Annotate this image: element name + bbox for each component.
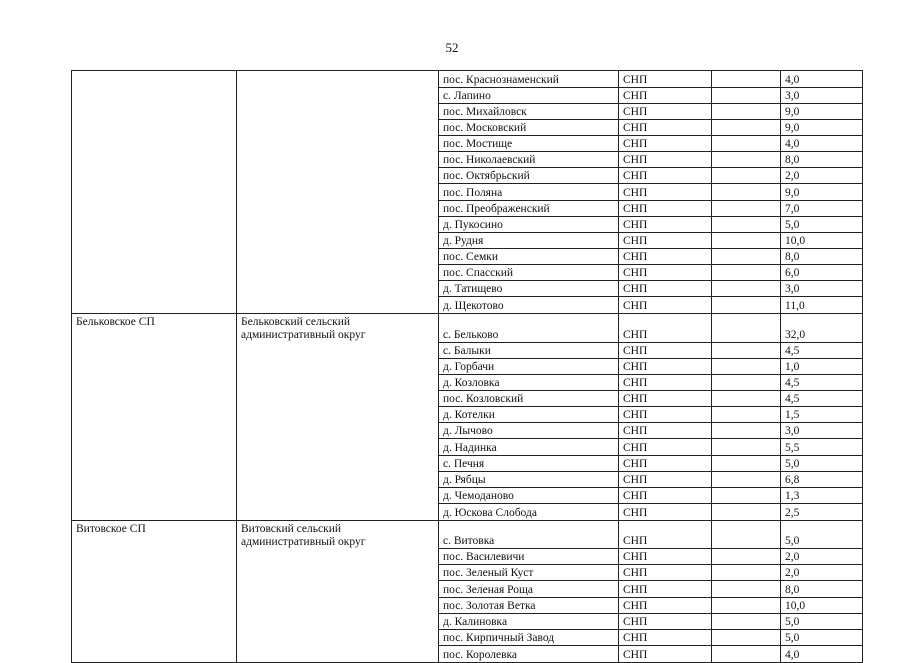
locality-type-cell: СНП (619, 646, 712, 663)
extra-cell (712, 249, 781, 265)
table-row (72, 265, 863, 281)
extra-cell (712, 314, 781, 343)
locality-type-cell: СНП (619, 342, 712, 358)
value-cell: 5,0 (781, 613, 863, 629)
district-cell (237, 136, 439, 152)
locality-name-cell: с. Лапино (439, 87, 619, 103)
table-row (72, 549, 863, 565)
value-cell: 2,0 (781, 565, 863, 581)
locality-type-cell: СНП (619, 249, 712, 265)
locality-name-cell: с. Бельково (439, 314, 619, 343)
extra-cell (712, 565, 781, 581)
district-cell (237, 184, 439, 200)
extra-cell (712, 297, 781, 314)
value-cell: 9,0 (781, 103, 863, 119)
locality-name-cell: пос. Зеленая Роща (439, 581, 619, 597)
settlement-cell (72, 504, 237, 521)
table-row (72, 200, 863, 216)
district-cell: Витовский сельский административный округ (237, 520, 439, 549)
settlement-cell (72, 136, 237, 152)
table-row (72, 597, 863, 613)
extra-cell (712, 87, 781, 103)
district-cell (237, 342, 439, 358)
extra-cell (712, 103, 781, 119)
table-row (72, 281, 863, 297)
district-cell (237, 423, 439, 439)
locality-name-cell: пос. Поляна (439, 184, 619, 200)
value-cell: 1,3 (781, 487, 863, 503)
settlement-cell (72, 646, 237, 663)
table-row (72, 87, 863, 103)
locality-type-cell: СНП (619, 439, 712, 455)
value-cell: 1,0 (781, 358, 863, 374)
locality-name-cell: д. Козловка (439, 374, 619, 390)
settlement-cell (72, 423, 237, 439)
extra-cell (712, 471, 781, 487)
extra-cell (712, 168, 781, 184)
value-cell: 8,0 (781, 581, 863, 597)
locality-name-cell: пос. Золотая Ветка (439, 597, 619, 613)
settlement-cell (72, 297, 237, 314)
extra-cell (712, 71, 781, 88)
settlement-cell (72, 103, 237, 119)
district-cell (237, 581, 439, 597)
locality-name-cell: д. Юскова Слобода (439, 504, 619, 521)
district-cell (237, 168, 439, 184)
locality-name-cell: д. Горбачи (439, 358, 619, 374)
district-cell (237, 407, 439, 423)
value-cell: 10,0 (781, 597, 863, 613)
locality-name-cell: пос. Семки (439, 249, 619, 265)
locality-name-cell: пос. Московский (439, 119, 619, 135)
table-row (72, 152, 863, 168)
locality-type-cell: СНП (619, 200, 712, 216)
locality-type-cell: СНП (619, 232, 712, 248)
settlement-cell (72, 391, 237, 407)
value-cell: 4,5 (781, 391, 863, 407)
locality-type-cell: СНП (619, 168, 712, 184)
settlement-cell (72, 597, 237, 613)
locality-type-cell: СНП (619, 152, 712, 168)
locality-name-cell: д. Щекотово (439, 297, 619, 314)
table-row (72, 314, 863, 343)
table-row (72, 232, 863, 248)
locality-name-cell: с. Печня (439, 455, 619, 471)
extra-cell (712, 504, 781, 521)
settlement-cell (72, 71, 237, 88)
table-row (72, 342, 863, 358)
table-row (72, 407, 863, 423)
value-cell: 2,0 (781, 168, 863, 184)
locality-type-cell: СНП (619, 297, 712, 314)
settlement-cell (72, 200, 237, 216)
extra-cell (712, 216, 781, 232)
locality-type-cell: СНП (619, 629, 712, 645)
extra-cell (712, 487, 781, 503)
district-cell (237, 597, 439, 613)
value-cell: 2,5 (781, 504, 863, 521)
extra-cell (712, 119, 781, 135)
settlement-cell (72, 281, 237, 297)
locality-type-cell: СНП (619, 216, 712, 232)
locality-name-cell: д. Калиновка (439, 613, 619, 629)
district-cell (237, 216, 439, 232)
value-cell: 4,5 (781, 374, 863, 390)
district-cell (237, 103, 439, 119)
district-cell (237, 232, 439, 248)
settlement-cell (72, 581, 237, 597)
locality-type-cell: СНП (619, 184, 712, 200)
settlement-cell (72, 487, 237, 503)
extra-cell (712, 597, 781, 613)
district-cell (237, 71, 439, 88)
settlement-cell (72, 249, 237, 265)
extra-cell (712, 358, 781, 374)
table-row (72, 168, 863, 184)
table-row (72, 581, 863, 597)
district-cell (237, 646, 439, 663)
locality-type-cell: СНП (619, 455, 712, 471)
extra-cell (712, 407, 781, 423)
locality-name-cell: пос. Кирпичный Завод (439, 629, 619, 645)
table-row (72, 103, 863, 119)
district-cell (237, 455, 439, 471)
extra-cell (712, 342, 781, 358)
locality-name-cell: д. Пукосино (439, 216, 619, 232)
locality-type-cell: СНП (619, 549, 712, 565)
value-cell: 3,0 (781, 281, 863, 297)
settlements-table (71, 70, 863, 663)
table-row (72, 423, 863, 439)
locality-type-cell: СНП (619, 407, 712, 423)
locality-type-cell: СНП (619, 87, 712, 103)
settlement-cell (72, 471, 237, 487)
table-row (72, 119, 863, 135)
settlement-cell: Бельковское СП (72, 314, 237, 343)
settlement-cell (72, 87, 237, 103)
locality-type-cell: СНП (619, 314, 712, 343)
district-cell (237, 374, 439, 390)
value-cell: 5,0 (781, 216, 863, 232)
locality-name-cell: пос. Королевка (439, 646, 619, 663)
value-cell: 5,0 (781, 520, 863, 549)
locality-type-cell: СНП (619, 265, 712, 281)
district-cell (237, 265, 439, 281)
locality-type-cell: СНП (619, 358, 712, 374)
table-row (72, 297, 863, 314)
locality-name-cell: пос. Мостище (439, 136, 619, 152)
locality-type-cell: СНП (619, 581, 712, 597)
table-row (72, 520, 863, 549)
settlement-cell (72, 613, 237, 629)
value-cell: 4,0 (781, 136, 863, 152)
extra-cell (712, 152, 781, 168)
locality-name-cell: д. Надинка (439, 439, 619, 455)
district-cell (237, 613, 439, 629)
settlement-cell (72, 439, 237, 455)
extra-cell (712, 423, 781, 439)
extra-cell (712, 374, 781, 390)
locality-name-cell: пос. Октябрьский (439, 168, 619, 184)
district-cell (237, 87, 439, 103)
extra-cell (712, 136, 781, 152)
value-cell: 10,0 (781, 232, 863, 248)
extra-cell (712, 265, 781, 281)
table-row (72, 249, 863, 265)
value-cell: 7,0 (781, 200, 863, 216)
extra-cell (712, 439, 781, 455)
district-cell (237, 391, 439, 407)
district-cell (237, 471, 439, 487)
value-cell: 5,0 (781, 629, 863, 645)
locality-type-cell: СНП (619, 487, 712, 503)
locality-type-cell: СНП (619, 597, 712, 613)
district-cell (237, 549, 439, 565)
district-cell (237, 358, 439, 374)
extra-cell (712, 184, 781, 200)
settlement-cell (72, 358, 237, 374)
district-cell (237, 119, 439, 135)
table-row (72, 391, 863, 407)
locality-type-cell: СНП (619, 565, 712, 581)
locality-name-cell: пос. Василевичи (439, 549, 619, 565)
value-cell: 8,0 (781, 152, 863, 168)
district-cell (237, 281, 439, 297)
table-row (72, 646, 863, 663)
table-row (72, 504, 863, 521)
locality-name-cell: пос. Зеленый Куст (439, 565, 619, 581)
extra-cell (712, 549, 781, 565)
locality-name-cell: д. Лычово (439, 423, 619, 439)
locality-type-cell: СНП (619, 374, 712, 390)
extra-cell (712, 200, 781, 216)
table-row (72, 136, 863, 152)
locality-name-cell: с. Витовка (439, 520, 619, 549)
locality-type-cell: СНП (619, 520, 712, 549)
value-cell: 3,0 (781, 87, 863, 103)
locality-type-cell: СНП (619, 119, 712, 135)
locality-type-cell: СНП (619, 391, 712, 407)
value-cell: 5,5 (781, 439, 863, 455)
settlement-cell (72, 455, 237, 471)
value-cell: 2,0 (781, 549, 863, 565)
settlement-cell (72, 629, 237, 645)
locality-name-cell: пос. Спасский (439, 265, 619, 281)
locality-type-cell: СНП (619, 423, 712, 439)
locality-name-cell: пос. Краснознаменский (439, 71, 619, 88)
district-cell (237, 249, 439, 265)
table-row (72, 184, 863, 200)
district-cell (237, 152, 439, 168)
locality-name-cell: д. Рудня (439, 232, 619, 248)
table-row (72, 629, 863, 645)
settlement-cell (72, 152, 237, 168)
table-row (72, 216, 863, 232)
locality-name-cell: д. Татищево (439, 281, 619, 297)
locality-name-cell: пос. Козловский (439, 391, 619, 407)
locality-type-cell: СНП (619, 136, 712, 152)
table-row (72, 374, 863, 390)
settlement-cell (72, 407, 237, 423)
district-cell (237, 487, 439, 503)
value-cell: 4,0 (781, 71, 863, 88)
table-row (72, 455, 863, 471)
table-row (72, 471, 863, 487)
locality-type-cell: СНП (619, 471, 712, 487)
district-cell (237, 504, 439, 521)
locality-type-cell: СНП (619, 281, 712, 297)
settlement-cell (72, 232, 237, 248)
extra-cell (712, 391, 781, 407)
locality-name-cell: пос. Преображенский (439, 200, 619, 216)
locality-name-cell: д. Чемоданово (439, 487, 619, 503)
table-row (72, 487, 863, 503)
settlement-cell (72, 565, 237, 581)
table-row (72, 439, 863, 455)
locality-type-cell: СНП (619, 613, 712, 629)
settlement-cell (72, 184, 237, 200)
locality-name-cell: пос. Михайловск (439, 103, 619, 119)
page-number: 52 (445, 40, 459, 55)
value-cell: 9,0 (781, 119, 863, 135)
locality-name-cell: с. Балыки (439, 342, 619, 358)
table-row (72, 358, 863, 374)
value-cell: 6,0 (781, 265, 863, 281)
settlement-cell (72, 342, 237, 358)
district-cell (237, 200, 439, 216)
district-cell (237, 439, 439, 455)
extra-cell (712, 646, 781, 663)
value-cell: 4,5 (781, 342, 863, 358)
extra-cell (712, 520, 781, 549)
value-cell: 32,0 (781, 314, 863, 343)
locality-type-cell: СНП (619, 103, 712, 119)
district-cell (237, 565, 439, 581)
extra-cell (712, 232, 781, 248)
settlement-cell (72, 549, 237, 565)
value-cell: 4,0 (781, 646, 863, 663)
locality-name-cell: д. Котелки (439, 407, 619, 423)
settlement-cell (72, 119, 237, 135)
table-row (72, 613, 863, 629)
settlement-cell (72, 216, 237, 232)
value-cell: 3,0 (781, 423, 863, 439)
settlement-cell (72, 168, 237, 184)
settlement-cell: Витовское СП (72, 520, 237, 549)
value-cell: 6,8 (781, 471, 863, 487)
extra-cell (712, 613, 781, 629)
district-cell (237, 629, 439, 645)
value-cell: 1,5 (781, 407, 863, 423)
district-cell: Бельковский сельский административный округ (237, 314, 439, 343)
district-cell (237, 297, 439, 314)
settlement-cell (72, 265, 237, 281)
settlement-cell (72, 374, 237, 390)
value-cell: 8,0 (781, 249, 863, 265)
extra-cell (712, 581, 781, 597)
value-cell: 11,0 (781, 297, 863, 314)
value-cell: 9,0 (781, 184, 863, 200)
locality-type-cell: СНП (619, 71, 712, 88)
extra-cell (712, 629, 781, 645)
locality-name-cell: пос. Николаевский (439, 152, 619, 168)
extra-cell (712, 281, 781, 297)
extra-cell (712, 455, 781, 471)
table-row (72, 565, 863, 581)
locality-type-cell: СНП (619, 504, 712, 521)
value-cell: 5,0 (781, 455, 863, 471)
table-row (72, 71, 863, 88)
locality-name-cell: д. Рябцы (439, 471, 619, 487)
